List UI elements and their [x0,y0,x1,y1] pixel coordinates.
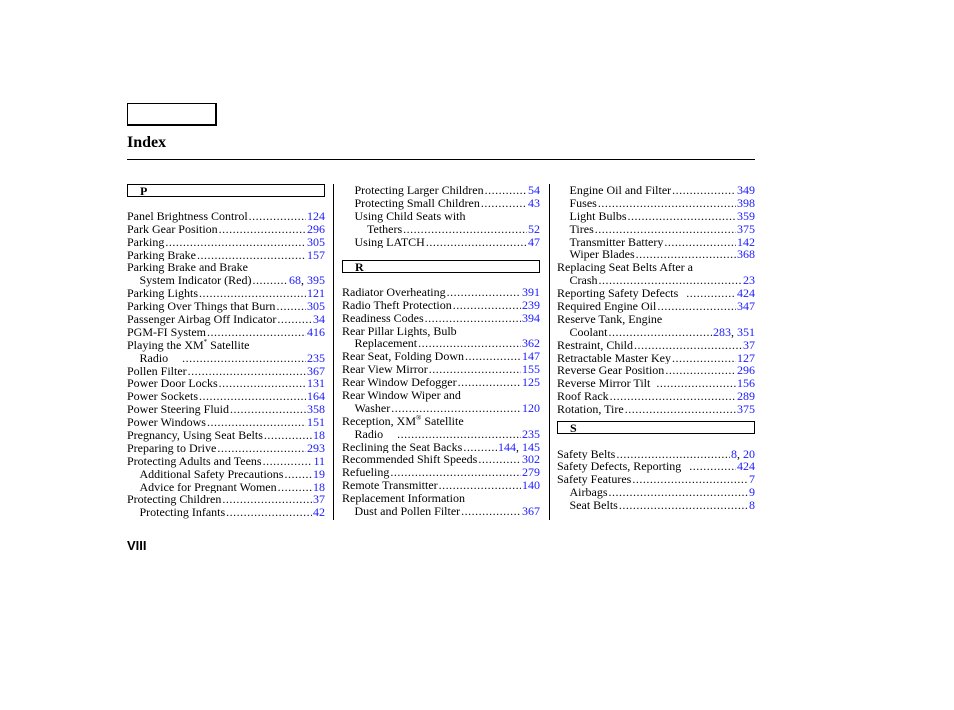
index-entry[interactable]: Protecting Adults and Teens ..... 11 [127,455,325,468]
page-ref-link[interactable]: 235 [307,351,325,365]
page-ref-link[interactable]: 54 [528,184,540,197]
page-ref-link[interactable]: 9 [749,486,755,500]
page-ref-link[interactable]: 23 [743,274,755,288]
page-ref-link[interactable]: 131 [307,377,325,391]
index-entry: Replacement Information [342,492,465,505]
index-entry[interactable]: PGM-FI System ..... 416 [127,326,325,339]
index-entry[interactable]: Tethers ..... 52 [342,223,540,236]
page-title: Index [127,134,167,151]
page-ref-link[interactable]: 18 [313,480,325,494]
page-ref-link[interactable]: 293 [307,441,325,455]
index-entry[interactable]: Power Windows ..... 151 [127,416,325,429]
section-header-p: P [127,184,325,197]
page-ref-link[interactable]: 296 [307,222,325,236]
index-entry[interactable]: Passenger Airbag Off Indicator ..... 34 [127,313,325,326]
page-ref-link[interactable]: 239 [522,298,540,312]
index-entry[interactable]: Refueling ..... 279 [342,466,540,479]
column-divider [333,184,334,520]
index-entry[interactable]: Reverse Gear Position ..... 296 [557,364,755,377]
page-ref-link[interactable]: 279 [522,466,540,480]
page-ref-link[interactable]: 296 [737,364,755,378]
index-entry[interactable]: Remote Transmitter ..... 140 [342,479,540,492]
index-entry[interactable]: Washer ..... 120 [342,402,540,415]
index-entry[interactable]: Reclining the Seat Backs ..... 144 , 145 [342,441,540,454]
page-ref-link[interactable]: 305 [307,300,325,314]
page-ref-link[interactable]: 424 [737,460,755,474]
index-column-1 [127,184,325,519]
index-entry[interactable]: Protecting Larger Children ..... 54 [342,184,540,197]
page-ref-link[interactable]: 394 [522,311,540,325]
page-ref-link[interactable]: 416 [307,325,325,339]
page-ref-link[interactable]: 367 [307,364,325,378]
index-entry[interactable]: Rear Window Defogger ..... 125 [342,376,540,389]
page-ref-link[interactable]: 151 [307,416,325,430]
page-ref-link[interactable]: 375 [737,403,755,417]
page-ref-link[interactable]: 235 [522,427,540,441]
index-entry[interactable]: Power Steering Fluid ..... 358 [127,403,325,416]
page-ref-link[interactable]: 140 [522,479,540,493]
index-entry[interactable]: Seat Belts ..... 8 [557,499,755,512]
index-entry: Replacing Seat Belts After a [557,261,693,275]
index-column-2 [342,184,540,518]
page-ref-link[interactable]: 20 [743,447,755,461]
page-ref-link[interactable]: 18 [313,429,325,442]
page-ref-link[interactable]: 37 [743,338,755,352]
page-number: VIII [127,538,147,553]
index-entry[interactable]: Safety Features ..... 7 [557,473,755,486]
page-ref-link[interactable]: 8 [749,499,755,512]
page-ref-link[interactable]: 349 [737,184,755,197]
index-entry[interactable]: Protecting Infants ..... 42 [127,506,325,519]
index-entry: Rear Pillar Lights, Bulb [342,324,457,338]
page-ref-link[interactable]: 147 [522,350,540,364]
index-entry[interactable]: Radiator Overheating ..... 391 [342,286,540,299]
page-ref-link[interactable]: 11 [313,454,325,468]
index-entry[interactable]: Parking ..... 305 [127,236,325,249]
page-ref-link[interactable]: 145 [522,440,540,454]
page-ref-link[interactable]: 305 [307,235,325,249]
index-entry[interactable]: Preparing to Drive ..... 293 [127,442,325,455]
index-entry[interactable]: Panel Brightness Control ..... 124 [127,210,325,223]
page-ref-link[interactable]: 47 [528,235,540,249]
page-ref-link[interactable]: 368 [737,248,755,262]
index-entry[interactable]: Parking Over Things that Burn ..... 305 [127,300,325,313]
page-ref-link[interactable]: 156 [737,377,755,391]
page-ref-link[interactable]: 144 [498,440,516,454]
index-entry[interactable]: Transmitter Battery ..... 142 [557,236,755,249]
title-rule [127,159,755,160]
index-entry[interactable]: Rear View Mirror ..... 155 [342,363,540,376]
index-entry: Rear Window Wiper and [342,388,461,402]
page-ref-link[interactable]: 289 [737,390,755,404]
index-entry[interactable]: Required Engine Oil ..... 347 [557,300,755,313]
index-entry[interactable]: Engine Oil and Filter ..... 349 [557,184,755,197]
index-entry[interactable]: Readiness Codes ..... 394 [342,312,540,325]
index-entry[interactable]: Restraint, Child ..... 37 [557,339,755,352]
index-entry[interactable]: Reporting Safety Defects ..... 424 [557,287,755,300]
index-entry[interactable]: Parking Brake ..... 157 [127,249,325,262]
index-entry[interactable]: Replacement ..... 362 [342,337,540,350]
column-divider [549,184,550,520]
page-ref-link[interactable]: 121 [307,287,325,301]
index-entry[interactable]: Retractable Master Key ..... 127 [557,352,755,365]
index-entry[interactable]: Tires ..... 375 [557,223,755,236]
page-ref-link[interactable]: 43 [528,196,540,210]
index-entry[interactable]: Power Door Locks ..... 131 [127,377,325,390]
page-ref-link[interactable]: 155 [522,363,540,377]
index-entry[interactable]: Protecting Small Children ..... 43 [342,197,540,210]
index-entry[interactable]: Radio Theft Protection ..... 239 [342,299,540,312]
index-entry: Reception, XM® Satellite [342,414,464,428]
index-entry[interactable]: Light Bulbs ..... 359 [557,210,755,223]
index-entry[interactable]: Airbags ..... 9 [557,486,755,499]
index-entry[interactable]: Additional Safety Precautions ..... 19 [127,468,325,481]
index-entry[interactable]: Wiper Blades ..... 368 [557,248,755,261]
index-entry[interactable]: System Indicator (Red) ..... 68 , 395 [127,274,325,287]
page-ref-link[interactable]: 362 [522,337,540,351]
page-ref-link[interactable]: 120 [522,401,540,415]
index-entry[interactable]: Crash ..... 23 [557,274,755,287]
page-ref-link[interactable]: 157 [307,248,325,262]
section-header-r: R [342,260,540,273]
index-entry[interactable]: Recommended Shift Speeds ..... 302 [342,453,540,466]
page-ref-link[interactable]: 142 [737,235,755,249]
index-entry[interactable]: Radio ..... 235 [127,352,325,365]
page-ref-link[interactable]: 391 [522,285,540,299]
index-entry: Parking Brake and Brake [127,261,248,275]
page-ref-link[interactable]: 68 [289,274,301,288]
index-entry[interactable]: Roof Rack ..... 289 [557,390,755,403]
page-ref-link[interactable]: 302 [522,453,540,467]
page-ref-link[interactable]: 367 [522,504,540,518]
index-entry[interactable]: Rear Seat, Folding Down ..... 147 [342,350,540,363]
index-entry[interactable]: Pregnancy, Using Seat Belts ..... 18 [127,429,325,442]
index-entry[interactable]: Coolant ..... 283 , 351 [557,326,755,339]
page-ref-link[interactable]: 358 [307,403,325,417]
index-entry[interactable]: Advice for Pregnant Women ..... 18 [127,481,325,494]
section-tab-box [127,103,217,126]
page-ref-link[interactable]: 127 [737,351,755,365]
index-entry[interactable]: Safety Belts ..... 8 , 20 [557,448,755,461]
page-ref-link[interactable]: 424 [737,287,755,301]
index-entry: Reserve Tank, Engine [557,312,663,326]
index-entry[interactable]: Pollen Filter ..... 367 [127,365,325,378]
index-entry[interactable]: Protecting Children ..... 37 [127,493,325,506]
index-entry: Playing the XM* Satellite [127,338,250,352]
page-ref-link[interactable]: 398 [737,196,755,210]
index-column-3 [557,184,755,512]
page-ref-link[interactable]: 42 [313,506,325,520]
page-ref-link[interactable]: 395 [307,274,325,288]
section-header-s: S [557,421,755,434]
page-ref-link[interactable]: 347 [737,300,755,313]
index-entry[interactable]: Using LATCH ..... 47 [342,236,540,249]
page-ref-link[interactable]: 351 [737,325,755,339]
page-ref-link[interactable]: 52 [528,222,540,236]
page-ref-link[interactable]: 283 [713,325,731,339]
page-ref-link[interactable]: 164 [307,390,325,404]
index-entry[interactable]: Rotation, Tire ..... 375 [557,403,755,416]
page-ref-link[interactable]: 34 [313,313,325,326]
page-ref-link[interactable]: 8 [731,447,737,461]
index-entry: Using Child Seats with [354,209,466,223]
index-entry[interactable]: Power Sockets ..... 164 [127,390,325,403]
page-ref-link[interactable]: 124 [307,209,325,223]
page-ref-link[interactable]: 7 [749,473,755,487]
index-entry[interactable]: Park Gear Position ..... 296 [127,223,325,236]
index-entry[interactable]: Safety Defects, Reporting ..... 424 [557,460,755,473]
page-ref-link[interactable]: 359 [737,209,755,223]
page-ref-link[interactable]: 375 [737,222,755,236]
page-ref-link[interactable]: 37 [313,493,325,507]
index-entry[interactable]: Parking Lights ..... 121 [127,287,325,300]
index-entry[interactable]: Dust and Pollen Filter ..... 367 [342,505,540,518]
page-ref-link[interactable]: 125 [522,376,540,389]
page-ref-link[interactable]: 19 [313,467,325,481]
index-entry[interactable]: Reverse Mirror Tilt ..... 156 [557,377,755,390]
index-entry[interactable]: Fuses ..... 398 [557,197,755,210]
index-entry[interactable]: Radio ..... 235 [342,428,540,441]
